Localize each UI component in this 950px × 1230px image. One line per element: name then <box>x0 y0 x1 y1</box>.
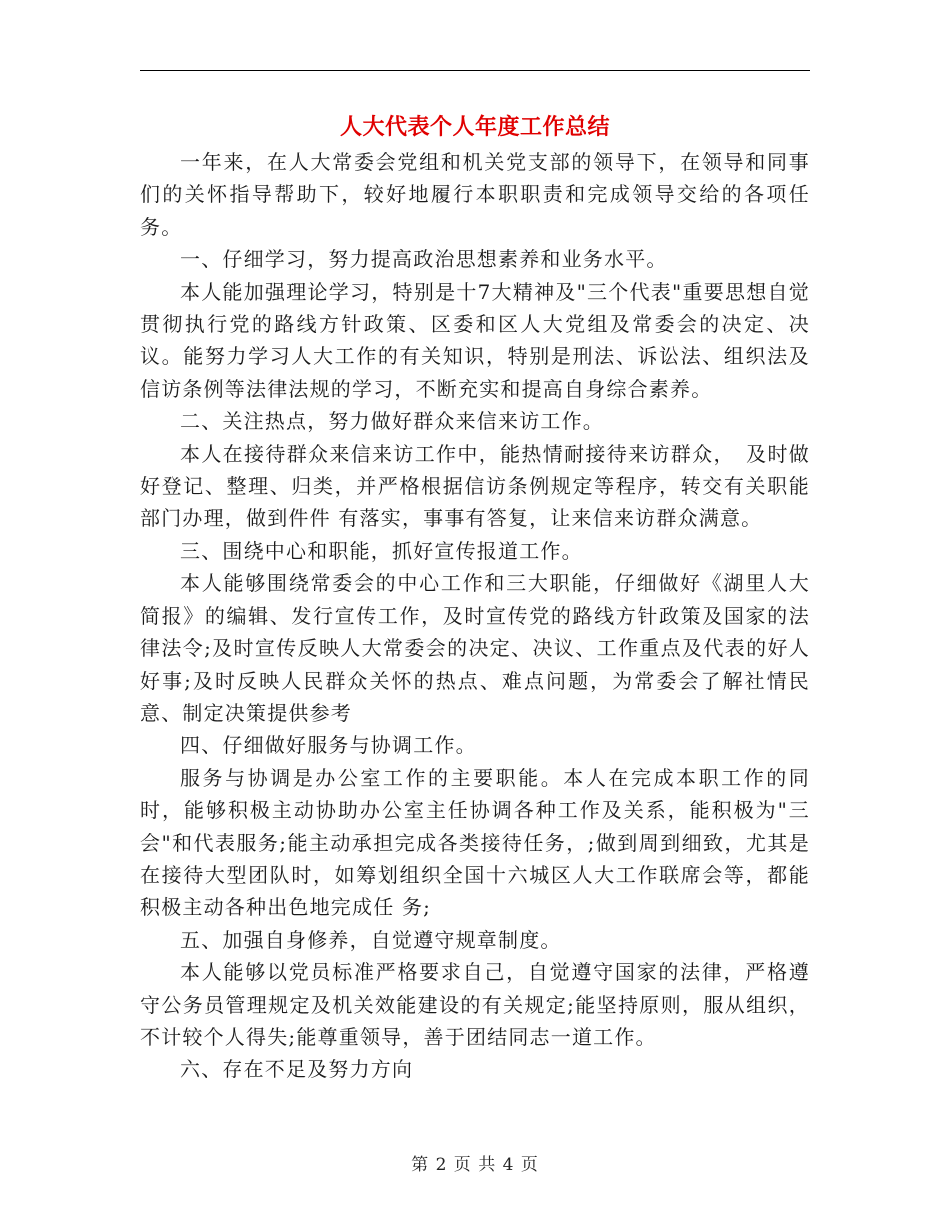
section-paragraph-4: 服务与协调是办公室工作的主要职能。本人在完成本职工作的同时，能够积极主动协助办公室主任协调各种工作及关系，能积极为"三会"和代表服务;能主动承担完成各类接待任务，;做到周到细致，尤其是在接待大型团队时，如筹划组织全国十六城区人大工作联席会等，都能积极主动各种出色地完成任 务; <box>140 765 810 920</box>
header-rule <box>140 70 810 71</box>
section-heading-4: 四、仔细做好服务与协调工作。 <box>180 733 477 758</box>
section-paragraph-3: 本人能够围绕常委会的中心工作和三大职能，仔细做好《湖里人大简报》的编辑、发行宣传工作，及时宣传党的路线方针政策及国家的法律法令;及时宣传反映人大常委会的决定、决议、工作重点及代表的好人好事;及时反映人民群众关怀的热点、难点问题，为常委会了解社情民意、制定决策提供参考 <box>140 571 810 725</box>
section-heading-2: 二、关注热点，努力做好群众来信来访工作。 <box>180 409 604 434</box>
section-paragraph-2: 本人在接待群众来信来访工作中，能热情耐接待来访群众， 及时做好登记、整理、归类，并严格根据信访条例规定等程序，转交有关职能部门办理，做到件件 有落实，事事有答复，让来信来访群众满意。 <box>140 441 810 531</box>
document-title: 人大代表个人年度工作总结 <box>339 114 610 140</box>
page-number: 第 2 页 共 4 页 <box>411 1155 539 1175</box>
intro-paragraph: 一年来，在人大常委会党组和机关党支部的领导下，在领导和同事们的关怀指导帮助下，较好地履行本职职责和完成领导交给的各项任务。 <box>140 150 810 239</box>
section-heading-5: 五、加强自身修养，自觉遵守规章制度。 <box>180 927 562 952</box>
document-body <box>140 146 810 1086</box>
section-paragraph-5: 本人能够以党员标准严格要求自己，自觉遵守国家的法律，严格遵守公务员管理规定及机关效能建设的有关规定;能坚持原则，服从组织，不计较个人得失;能尊重领导，善于团结同志一道工作。 <box>140 960 810 1049</box>
section-heading-1: 一、仔细学习，努力提高政治思想素养和业务水平。 <box>180 247 668 272</box>
section-heading-3: 三、围绕中心和职能，抓好宣传报道工作。 <box>180 538 583 563</box>
section-heading-6: 六、存在不足及努力方向 <box>180 1057 414 1082</box>
section-paragraph-1: 本人能加强理论学习，特别是十7大精神及"三个代表"重要思想自觉贯彻执行党的路线方针政策、区委和区人大党组及常委会的决定、决议。能努力学习人大工作的有关知识，特别是刑法、诉讼法、组织法及信访条例等法律法规的学习，不断充实和提高自身综合素养。 <box>140 279 810 401</box>
